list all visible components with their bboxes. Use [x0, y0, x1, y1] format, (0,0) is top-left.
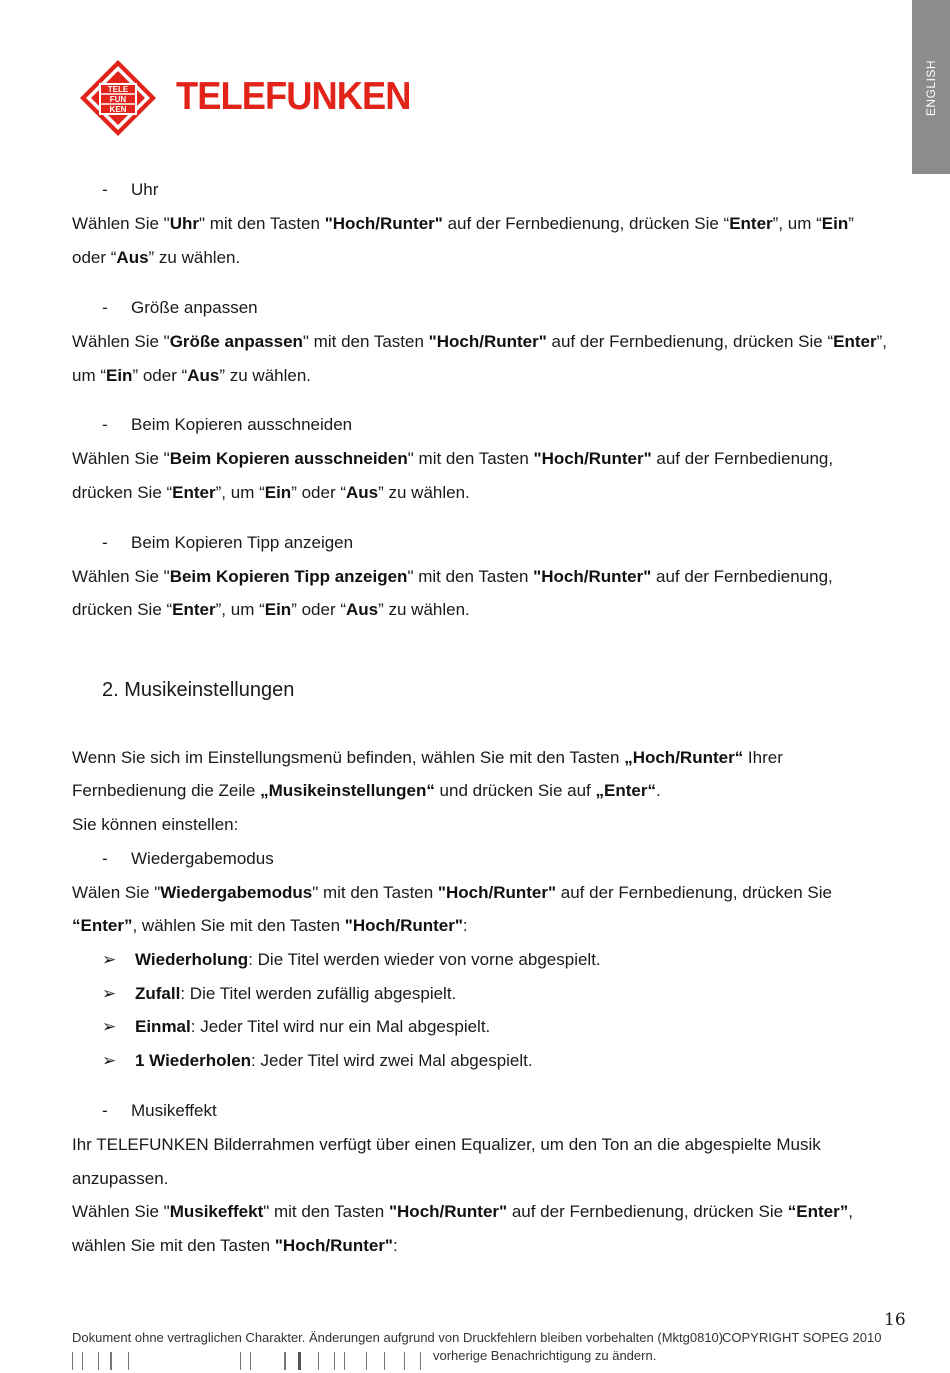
list-dash: - [102, 533, 108, 552]
arrow-bullet-icon: ➢ [102, 950, 117, 969]
list-dash: - [102, 849, 108, 868]
option-label-tipp: Beim Kopieren Tipp anzeigen [131, 533, 354, 552]
paragraph: Wählen Sie "Größe anpassen" mit den Tasten "Hoch/Runter" auf der Fernbedienung, drücken Sie “Enter”, [72, 332, 887, 351]
paragraph: Wählen Sie "Beim Kopieren Tipp anzeigen" mit den Tasten "Hoch/Runter" auf der Fernbedienung, [72, 567, 833, 586]
barcode-strip [72, 1350, 432, 1370]
logo-wordmark: TELEFUNKEN [176, 75, 411, 118]
list-dash: - [102, 298, 108, 317]
svg-text:KEN: KEN [109, 105, 127, 114]
option-label-ausschneiden: Beim Kopieren ausschneiden [131, 415, 353, 434]
paragraph: Wälen Sie "Wiedergabemodus" mit den Tasten "Hoch/Runter" auf der Fernbedienung, drücken Sie [72, 883, 833, 902]
paragraph: drücken Sie “Enter”, um “Ein” oder “Aus” zu wählen. [72, 483, 470, 502]
arrow-bullet-icon: ➢ [102, 984, 117, 1003]
svg-text:TELE: TELE [107, 85, 129, 94]
paragraph: Wählen Sie "Musikeffekt" mit den Tasten "Hoch/Runter" auf der Fernbedienung, drücken Sie “Enter”, [72, 1202, 853, 1221]
list-item: 1 Wiederholen: Jeder Titel wird zwei Mal abgespielt. [135, 1051, 533, 1070]
list-dash: - [102, 415, 108, 434]
footer-disclaimer-line2: vorherige Benachrichtigung zu ändern. [433, 1348, 657, 1363]
arrow-bullet-icon: ➢ [102, 1051, 117, 1070]
footer-disclaimer: Dokument ohne vertraglichen Charakter. Änderungen aufgrund von Druckfehlern bleiben vorbehalten (Mktg0810) [72, 1330, 724, 1345]
paragraph: drücken Sie “Enter”, um “Ein” oder “Aus” zu wählen. [72, 600, 470, 619]
paragraph: um “Ein” oder “Aus” zu wählen. [72, 366, 312, 385]
paragraph: “Enter”, wählen Sie mit den Tasten "Hoch/Runter": [72, 916, 468, 935]
list-dash: - [102, 180, 108, 199]
paragraph: Ihr TELEFUNKEN Bilderrahmen verfügt über einen Equalizer, um den Ton an die abgespielte Musik [72, 1135, 821, 1154]
language-tab [912, 0, 950, 174]
arrow-bullet-icon: ➢ [102, 1017, 117, 1036]
paragraph: wählen Sie mit den Tasten "Hoch/Runter": [72, 1236, 398, 1255]
paragraph: Wählen Sie "Beim Kopieren ausschneiden" mit den Tasten "Hoch/Runter" auf der Fernbedienung, [72, 449, 834, 468]
option-label-wiedergabemodus: Wiedergabemodus [131, 849, 274, 868]
option-label-musikeffekt: Musikeffekt [131, 1101, 217, 1120]
language-tab-label: ENGLISH [924, 59, 938, 117]
telefunken-emblem-icon [78, 58, 158, 138]
svg-text:FUN: FUN [109, 95, 127, 104]
list-item: Zufall: Die Titel werden zufällig abgespielt. [135, 984, 457, 1003]
option-label-uhr: Uhr [131, 180, 159, 199]
list-item: Wiederholung: Die Titel werden wieder von vorne abgespielt. [135, 950, 601, 969]
section-heading-musikeinstellungen: 2. Musikeinstellungen [102, 679, 295, 701]
paragraph: Fernbedienung die Zeile „Musikeinstellungen“ und drücken Sie auf „Enter“. [72, 781, 661, 800]
list-item: Einmal: Jeder Titel wird nur ein Mal abgespielt. [135, 1017, 491, 1036]
option-label-groesse: Größe anpassen [131, 298, 258, 317]
list-dash: - [102, 1101, 108, 1120]
page-number: 16 [884, 1310, 906, 1330]
paragraph: Wenn Sie sich im Einstellungsmenü befinden, wählen Sie mit den Tasten „Hoch/Runter“ Ihrer [72, 748, 783, 767]
footer-copyright: COPYRIGHT SOPEG 2010 [722, 1330, 882, 1345]
paragraph: anzupassen. [72, 1169, 169, 1188]
paragraph: Sie können einstellen: [72, 815, 239, 834]
paragraph: oder “Aus” zu wählen. [72, 248, 241, 267]
paragraph: Wählen Sie "Uhr" mit den Tasten "Hoch/Runter" auf der Fernbedienung, drücken Sie “Enter”, um “Ein” [72, 214, 854, 233]
